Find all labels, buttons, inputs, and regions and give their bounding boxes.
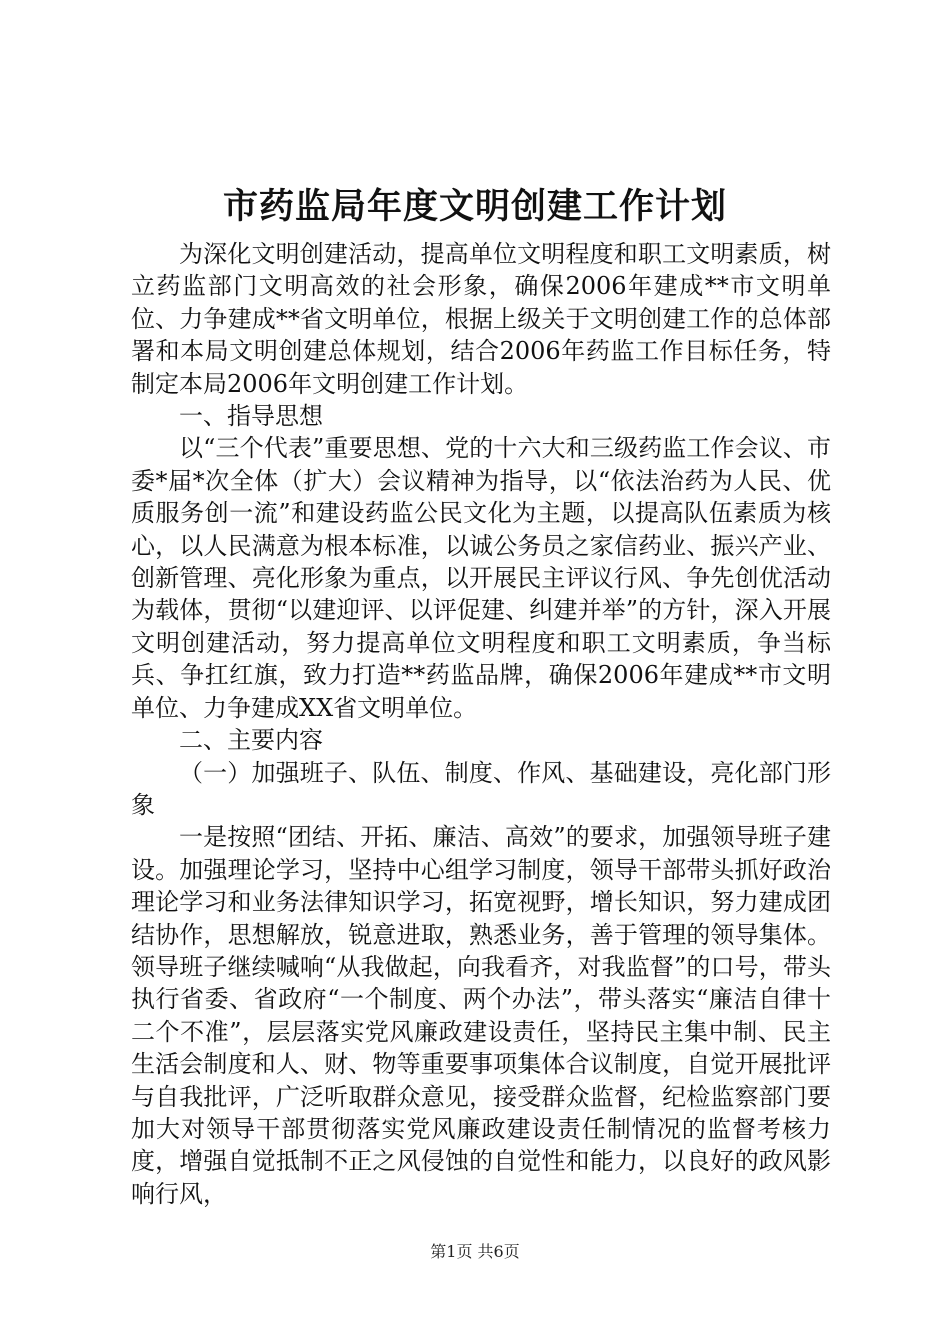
- leadership-paragraph: 一是按照“团结、开拓、廉洁、高效”的要求，加强领导班子建设。加强理论学习，坚持中心组学习制度，领导干部带头抓好政治理论学习和业务法律知识学习，拓宽视野，增长知识，努力建成团结协作，思想解放，锐意进取，熟悉业务，善于管理的领导集体。领导班子继续喊响“从我做起，向我看齐，对我监督”的口号，带头执行省委、省政府“一个制度、两个办法”，带头落实“廉洁自律十二个不准”，层层落实党风廉政建设责任，坚持民主集中制、民主生活会制度和人、财、物等重要事项集体合议制度，自觉开展批评与自我批评，广泛听取群众意见，接受群众监督，纪检监察部门要加大对领导干部贯彻落实党风廉政建设责任制情况的监督考核力度，增强自觉抵制不正之风侵蚀的自觉性和能力，以良好的政风影响行风，: [131, 823, 831, 1208]
- intro-paragraph: 为深化文明创建活动，提高单位文明程度和职工文明素质，树立药监部门文明高效的社会形象，确保2006年建成**市文明单位、力争建成**省文明单位，根据上级关于文明创建工作的总体部署和本局文明创建总体规划，结合2006年药监工作目标任务，特制定本局2006年文明创建工作计划。: [131, 240, 831, 398]
- section-heading-main-content: 二、主要内容: [179, 726, 323, 755]
- document-body: [131, 238, 831, 1210]
- page-number-footer: 第1页 共6页: [430, 1242, 520, 1261]
- page-title: 市药监局年度文明创建工作计划: [222, 186, 727, 227]
- guiding-ideology-paragraph: 以“三个代表”重要思想、党的十六大和三级药监工作会议、市委*届*次全体（扩大）会议精神为指导，以“依法治药为人民、优质服务创一流”和建设药监公民文化为主题，以提高队伍素质为核心，以人民满意为根本标准，以诚公务员之家信药业、振兴产业、创新管理、亮化形象为重点，以开展民主评议行风、争先创优活动为载体，贯彻“以建迎评、以评促建、纠建并举”的方针，深入开展文明创建活动，努力提高单位文明程度和职工文明素质，争当标兵、争扛红旗，致力打造**药监品牌，确保2006年建成**市文明单位、力争建成XX省文明单位。: [131, 434, 831, 722]
- section-heading-guiding-ideology: 一、指导思想: [179, 402, 323, 431]
- subsection-heading-1: （一）加强班子、队伍、制度、作风、基础建设，亮化部门形象: [131, 758, 831, 819]
